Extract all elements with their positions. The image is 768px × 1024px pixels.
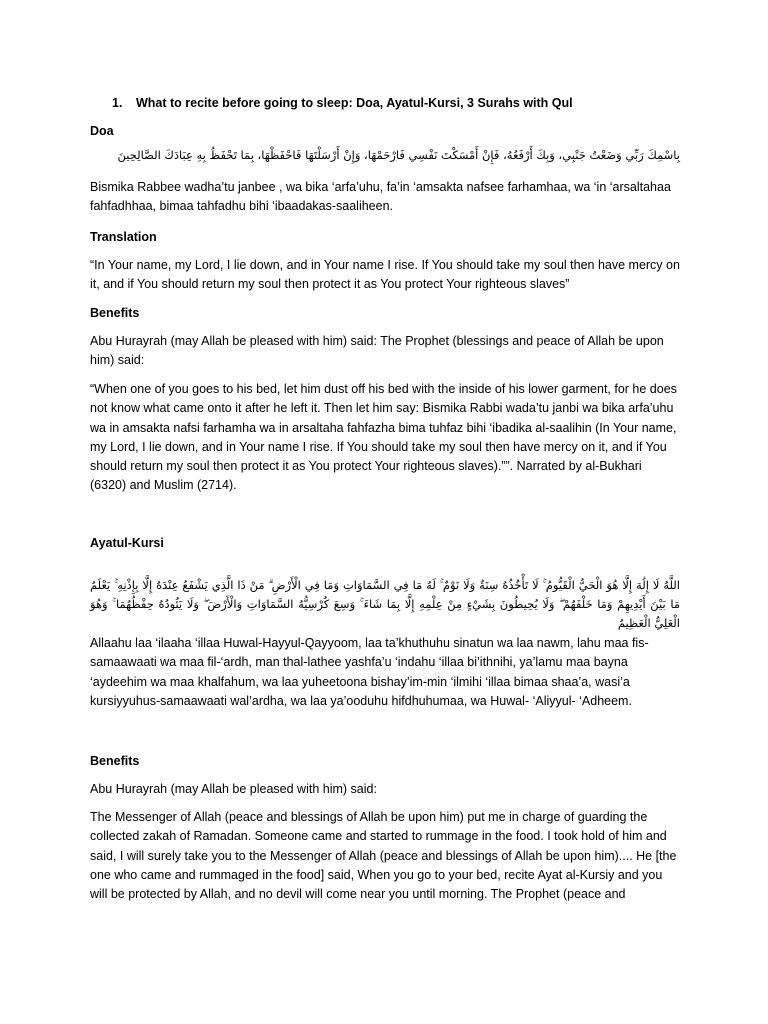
- ayatul-kursi-transliteration: Allaahu laa ‘ilaaha ‘illaa Huwal-Hayyul-Qayyoom, laa ta’khuthuhu sinatun wa laa nawm, lahu maa fis-samaawaati wa maa fil-‘ardh, man thal-lathee yashfa’u ‘indahu ‘illaa bi’ithnihi, ya’lamu maa bayna ‘aydeehim wa maa khalfahum, wa laa yuheetoona bishay’im-min ‘ilmihi ‘illaa bimaa shaa’a, wasi’a kursiyyuhus-samaawaati wal’ardha, wa laa ya’ooduhu hifdhuhumaa, wa Huwal- ‘Aliyyul- ‘Adheem.: [90, 636, 649, 708]
- benefits-quote: “When one of you goes to his bed, let him dust off his bed with the inside of his lower garment, for he does not know what came onto it after he left it. Then let him say: Bismika Rabbi wada’tu janbi wa bika arfa’uhu wa in amsakta nafsi farhamha wa in arsaltaha fahfazha bima tuhfaz bihi ‘ibadika al-saalihin (In Your name, my Lord, I lie down, and in Your name I rise. If You should take my soul then have mercy on it, and if You should return my soul then protect it as You protect Your righteous slaves).””. Narrated by al-Bukhari (6320) and Muslim (2714).: [90, 382, 677, 493]
- ayatul-kursi-heading: Ayatul-Kursi: [90, 536, 164, 550]
- doa-transliteration: Bismika Rabbee wadha’tu janbee , wa bika ‘arfa’uhu, fa’in ‘amsakta nafsee farhamhaa, wa ‘in ‘arsaltahaa fahfadhhaa, bimaa tahfadhu bihi ‘ibaadakas-saaliheen.: [90, 180, 671, 214]
- benefits-intro-2: Abu Hurayrah (may Allah be pleased with him) said:: [90, 782, 377, 796]
- doa-arabic-text: بِاسْمِكَ رَبِّي وَضَعْتُ جَنْبِي، وَبِكَ أَرْفَعُهُ، فَإِنْ أَمْسَكْتَ نَفْسِي فَارْحَمْهَا، وَإِنْ أَرْسَلْتَهَا فَاحْفَظْهَا، بِمَا تَحْفَظُ بِهِ عِبَادَكَ الصَّالِحِينَ: [117, 148, 680, 162]
- benefits-heading-1: Benefits: [90, 306, 140, 320]
- benefits-text-2: The Messenger of Allah (peace and blessings of Allah be upon him) put me in charge of guarding the collected zakah of Ramadan. Someone came and started to rummage in the food. I took hold of him and said, I will surely take you to the Messenger of Allah (peace and blessings of Allah be upon him).... He [the one who came and rummaged in the food] said, When you go to your bed, recite Ayat al-Kursiy and you will be protected by Allah, and no devil will come near you until morning. The Prophet (peace and: [90, 810, 677, 902]
- translation-text: “In Your name, my Lord, I lie down, and in Your name I rise. If You should take my soul then have mercy on it, and if You should return my soul then protect it as You protect Your righteous slaves”: [90, 258, 680, 292]
- section-title: [112, 94, 573, 113]
- section-title-text: What to recite before going to sleep: Doa, Ayatul-Kursi, 3 Surahs with Qul: [136, 96, 573, 110]
- doa-heading: Doa: [90, 124, 114, 138]
- benefits-intro-1: Abu Hurayrah (may Allah be pleased with him) said: The Prophet (blessings and peace of Allah be upon him) said:: [90, 334, 664, 368]
- translation-heading: Translation: [90, 230, 157, 244]
- list-number: 1.: [112, 96, 123, 110]
- benefits-heading-2: Benefits: [90, 754, 140, 768]
- ayatul-kursi-arabic-text: اللَّهُ لَا إِلَٰهَ إِلَّا هُوَ الْحَيُّ الْقَيُّومُ ۚ لَا تَأْخُذُهُ سِنَةٌ وَلَا نَوْمٌ ۚ لَهُ مَا فِي السَّمَاوَاتِ وَمَا فِي الْأَرْضِ ۗ مَنْ ذَا الَّذِي يَشْفَعُ عِنْدَهُ إِلَّا بِإِذْنِهِ ۚ يَعْلَمُ مَا بَيْنَ أَيْدِيهِمْ وَمَا خَلْفَهُمْ ۖ وَلَا يُحِيطُونَ بِشَيْءٍ مِنْ عِلْمِهِ إِلَّا بِمَا شَاءَ ۚ وَسِعَ كُرْسِيُّهُ السَّمَاوَاتِ وَالْأَرْضَ ۖ وَلَا يَئُودُهُ حِفْظُهُمَا ۚ وَهُوَ الْعَلِيُّ الْعَظِيمُ: [90, 578, 680, 630]
